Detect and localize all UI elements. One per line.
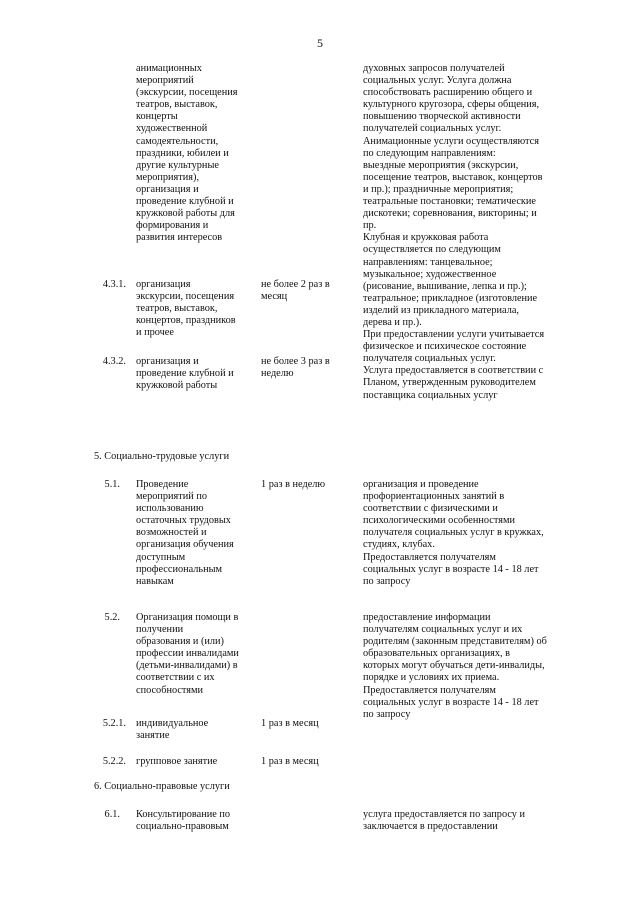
section-6-title: 6. Социально-правовые услуги: [94, 781, 230, 792]
row-6-1-name: Консультирование по социально-правовым: [136, 809, 231, 833]
row-6-1-number: 6.1.: [104, 809, 120, 820]
row-5-2-1-number: 5.2.1.: [102, 718, 126, 729]
row-4-3-2-frequency: не более 3 раз в неделю: [261, 356, 330, 380]
row-5-1-name: Проведение мероприятий по использованию остаточных трудовых возможностей и организация обучения доступным профессиональным навыкам: [136, 479, 234, 587]
row-5-1-description: организация и проведение профориентационных занятий в соответствии с физическими и психологическими особенностями получателя социальных услуг в кружках, студиях, клубах. Предоставляется получателям социальных услуг в возрасте 14 - 18 лет по запросу: [363, 479, 544, 587]
row-4-3-2-number: 4.3.2.: [102, 356, 126, 367]
row-5-2-description: предоставление информации получателям социальных услуг и их родителям (законным представителям) об образовательных организациях, в которых могут обучаться дети-инвалиды, порядке и условиях их приема. Предоставляется получателям социальных услуг в возрасте 14 - 18 лет по запросу: [363, 612, 547, 720]
row-6-1-description: услуга предоставляется по запросу и заключается в предоставлении: [363, 809, 526, 833]
page-number: 5: [317, 36, 323, 50]
row-5-2-2-number: 5.2.2.: [102, 756, 126, 767]
row-5-2-2-frequency: 1 раз в месяц: [261, 756, 319, 767]
row-4-3-1-name: организация экскурсии, посещения театров, выставок, концертов, праздников и прочее: [136, 279, 236, 339]
row-5-1-frequency: 1 раз в неделю: [261, 479, 326, 490]
row-5-2-2-name: групповое занятие: [136, 756, 218, 767]
section-5-title: 5. Социально-трудовые услуги: [94, 451, 230, 462]
row-5-2-number: 5.2.: [104, 612, 120, 623]
row-4-3-1-number: 4.3.1.: [102, 279, 126, 290]
row-4-3-1-frequency: не более 2 раз в месяц: [261, 279, 330, 303]
animation-services-description: духовных запросов получателей социальных услуг. Услуга должна способствовать расширению общего и культурного кругозора, сферы общения, повышению творческой активности получателей социальных услуг. Анимационные услуги осуществляются по следующим направлениям: выездные мероприятия (экскурсии, посещение театров, выставок, концертов и пр.); праздничные мероприятия; театральные постановки; тематические дискотеки; соревнования, викторины; и пр. Клубная и кружковая работа осуществляется по следующим направлениям: танцевальное; музыкальное; художественное (рисование, вышивание, лепка и пр.); театральное; прикладное (изготовление изделий из прикладного материала, дерева и пр.). При предоставлении услуги учитывается физическое и психическое состояние получателя социальных услуг. Услуга предоставляется в соответствии с Планом, утвержденным руководителем поставщика социальных услуг: [363, 63, 545, 401]
row-5-1-number: 5.1.: [104, 479, 120, 490]
row-4-3-2-name: организация и проведение клубной и кружковой работы: [136, 356, 234, 392]
row-5-2-name: Организация помощи в получении образования и (или) профессии инвалидами (детьми-инвалидами) в соответствии с их способностями: [136, 612, 239, 696]
row-5-2-1-name: индивидуальное занятие: [136, 718, 209, 742]
animation-services-name: анимационных мероприятий (экскурсии, посещения театров, выставок, концерты художественной самодеятельности, праздники, юбилеи и другие культурные мероприятия), организация и проведение клубной и кружковой работы для формирования и развития интересов: [136, 63, 238, 244]
row-5-2-1-frequency: 1 раз в месяц: [261, 718, 319, 729]
